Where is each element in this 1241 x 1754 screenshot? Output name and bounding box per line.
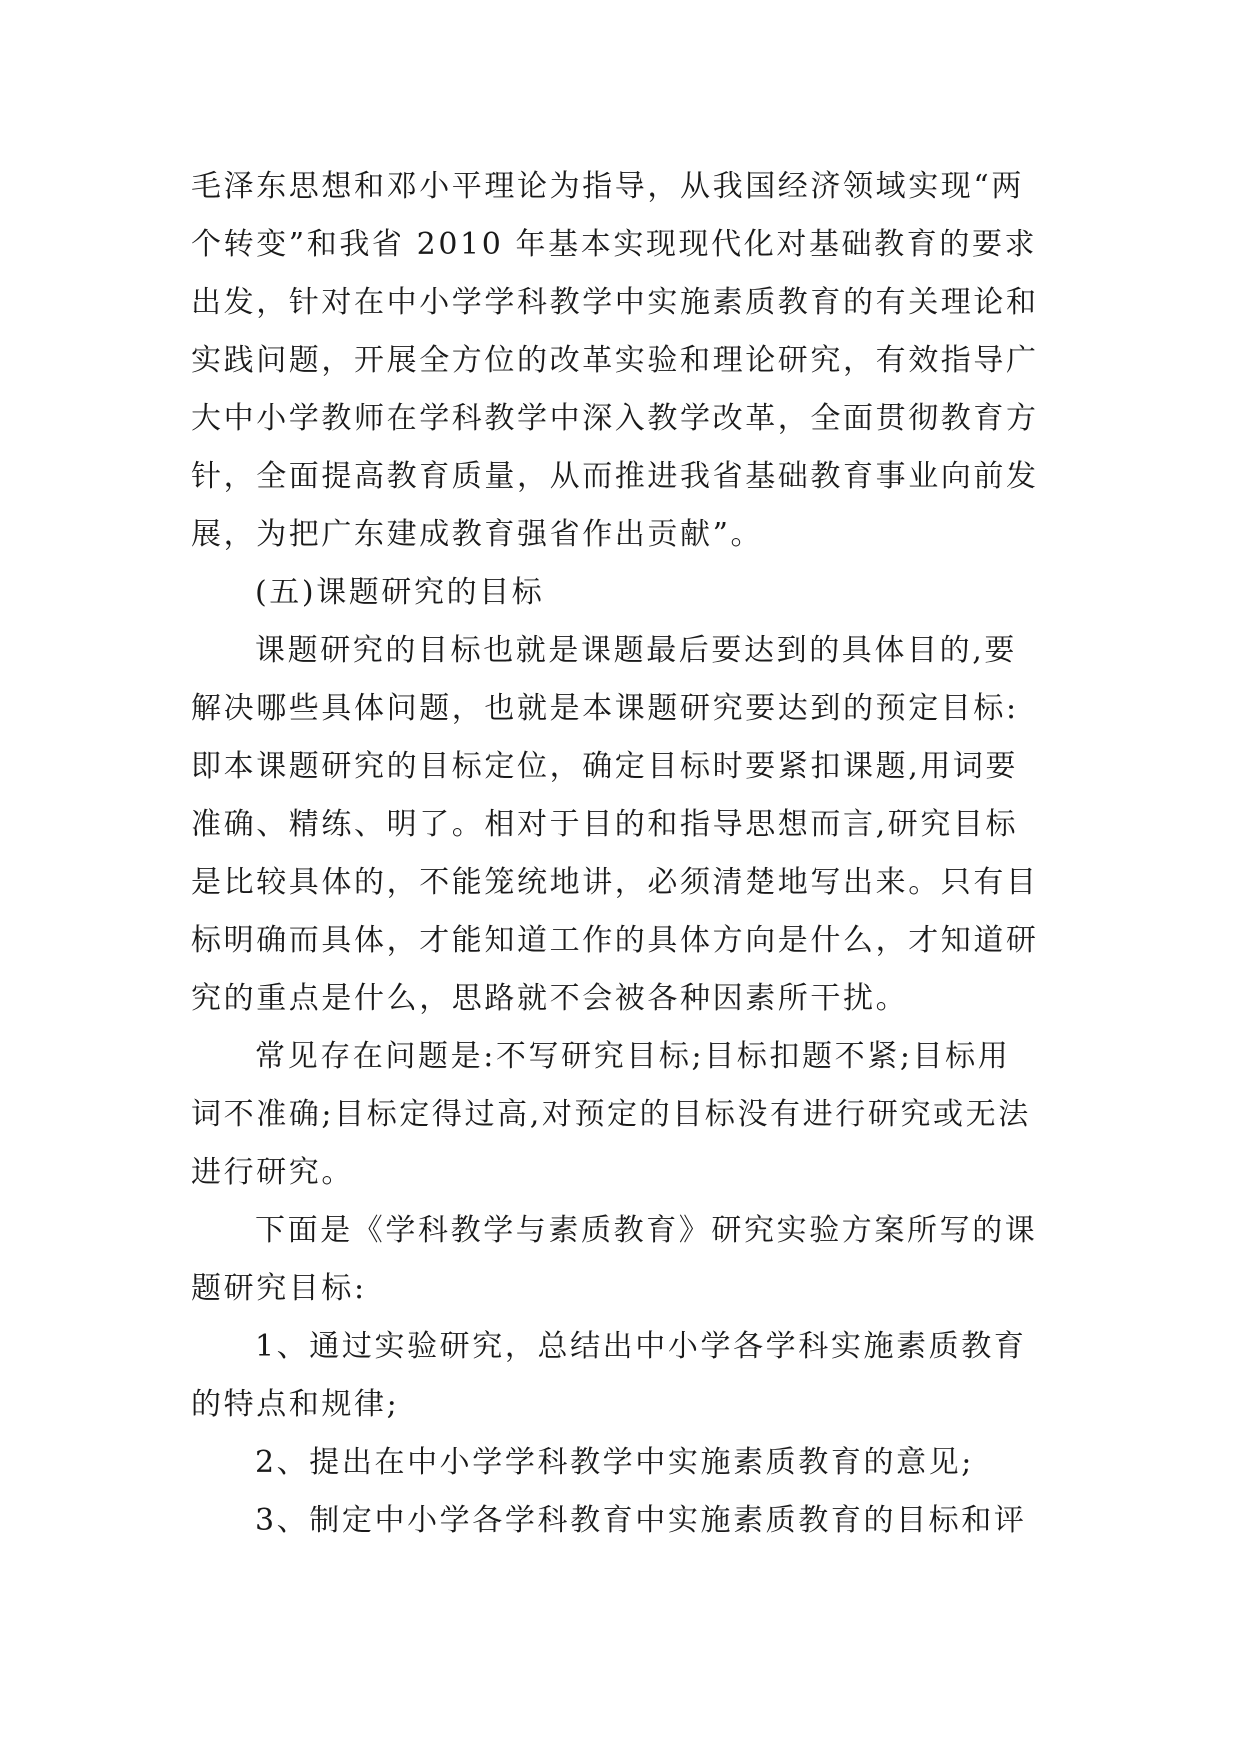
text-line: 2、提出在中小学学科教学中实施素质教育的意见; [255, 1445, 974, 1480]
text-line: 准确、精练、明了。相对于目的和指导思想而言,研究目标 [191, 807, 1019, 842]
text-line: 展，为把广东建成教育强省作出贡献”。 [191, 517, 764, 552]
text-line: 下面是《学科教学与素质教育》研究实验方案所写的课 [255, 1213, 1038, 1248]
text-line: 实践问题，开展全方位的改革实验和理论研究，有效指导广 [191, 343, 1039, 378]
text-line: 课题研究的目标也就是课题最后要达到的具体目的,要 [255, 633, 1017, 668]
text-line: 究的重点是什么，思路就不会被各种因素所干扰。 [191, 981, 909, 1016]
text-line: 3、制定中小学各学科教育中实施素质教育的目标和评 [255, 1503, 1027, 1538]
text-line: 进行研究。 [191, 1155, 354, 1190]
text-line: 个转变”和我省 2010 年基本实现现代化对基础教育的要求 [191, 227, 1038, 262]
text-line: 大中小学教师在学科教学中深入教学改革，全面贯彻教育方 [191, 401, 1039, 436]
text-line: 题研究目标: [191, 1271, 367, 1306]
text-line: 的特点和规律; [191, 1387, 400, 1422]
text-line: 标明确而具体，才能知道工作的具体方向是什么，才知道研 [191, 923, 1039, 958]
text-line: 解决哪些具体问题，也就是本课题研究要达到的预定目标: [191, 691, 1019, 726]
text-line: 针，全面提高教育质量，从而推进我省基础教育事业向前发 [191, 459, 1039, 494]
text-line: 常见存在问题是:不写研究目标;目标扣题不紧;目标用 [255, 1039, 1011, 1074]
text-line: 是比较具体的，不能笼统地讲，必须清楚地写出来。只有目 [191, 865, 1039, 900]
text-line: 词不准确;目标定得过高,对预定的目标没有进行研究或无法 [191, 1097, 1031, 1132]
text-line: 毛泽东思想和邓小平理论为指导，从我国经济领域实现“两 [191, 169, 1024, 204]
text-line: 1、通过实验研究，总结出中小学各学科实施素质教育 [255, 1329, 1027, 1364]
text-line: (五)课题研究的目标 [255, 575, 545, 610]
body-text [191, 158, 1051, 1550]
text-line: 出发，针对在中小学学科教学中实施素质教育的有关理论和 [191, 285, 1039, 320]
text-line: 即本课题研究的目标定位，确定目标时要紧扣课题,用词要 [191, 749, 1019, 784]
